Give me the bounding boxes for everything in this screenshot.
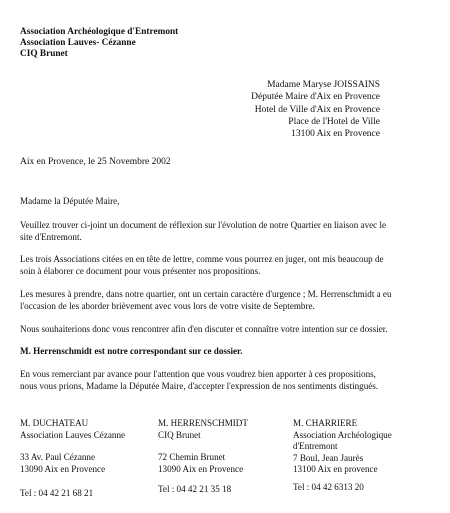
body-paragraph: Les mesures à prendre, dans notre quartier, ont un certain caractère d'urgence ; M. Herrenschmidt a eu l'occasion de les aborder brièvement avec vous lors de votre visite de Septembre.	[20, 288, 392, 311]
signatory-name: M. DUCHATEAU	[20, 418, 89, 428]
body-paragraph: Les trois Associations citées en en tête de lettre, comme vous pourrez en juger, ont mis beaucoup de soin à élaborer ce document pour vous présenter nos propositions.	[20, 254, 384, 277]
signatory-phone: Tel : 04 42 6313 20	[293, 482, 364, 492]
signatory-address: 13090 Aix en Provence	[158, 463, 244, 474]
letter-body	[20, 196, 392, 404]
signatory-organization: Association Lauves Cézanne	[20, 429, 126, 440]
signatory-address: 72 Chemin Brunet	[158, 452, 226, 463]
signatory-organization: d'Entremont	[293, 441, 338, 452]
signature-block-duchateau	[20, 418, 126, 498]
signatory-phone: Tel : 04 42 21 35 18	[158, 484, 232, 494]
correspondent-note: M. Herrenschmidt est notre correspondant sur ce dossier.	[20, 346, 243, 357]
recipient-address	[251, 79, 380, 140]
recipient-line: Place de l'Hotel de Ville	[288, 116, 380, 127]
signatory-address: 13100 Aix en provence	[293, 464, 378, 475]
recipient-line: Députée Maire d'Aix en Provence	[251, 92, 380, 103]
signature-block-charriere	[293, 418, 392, 492]
sender-associations	[20, 27, 178, 60]
recipient-line: Madame Maryse JOISSAINS	[267, 80, 380, 90]
signatory-address: 13090 Aix en Provence	[20, 463, 106, 474]
signatory-address: 33 Av. Paul Cézanne	[20, 452, 96, 463]
sender-line: Association Archéologique d'Entremont	[20, 27, 179, 37]
sender-line: CIQ Brunet	[20, 49, 68, 59]
salutation: Madame la Députée Maire,	[20, 196, 120, 206]
signatory-organization: CIQ Brunet	[158, 429, 201, 440]
signatory-organization: Association Archéologique	[293, 429, 392, 440]
date-line: Aix en Provence, le 25 Novembre 2002	[20, 157, 171, 167]
recipient-line: Hotel de Ville d'Aix en Provence	[254, 104, 380, 115]
closing-paragraph: En vous remerciant par avance pour l'attention que vous voudrez bien apporter à ces propositions, nous vous prions, Madame la Députée Maire, d'accepter l'expression de nos sentiments distingués.	[20, 369, 379, 391]
signatory-phone: Tel : 04 42 21 68 21	[20, 488, 94, 498]
signatory-name: M. HERRENSCHMIDT	[158, 418, 248, 428]
signatory-address: 7 Boul. Jean Jaurès	[293, 452, 364, 463]
recipient-line: 13100 Aix en Provence	[291, 129, 380, 140]
body-paragraph: Veuillez trouver ci-joint un document de réflexion sur l'évolution de notre Quartier en liaison avec le site d'Entremont.	[20, 219, 387, 242]
sender-line: Association Lauves- Cézanne	[20, 38, 136, 48]
signature-block-herrenschmidt	[158, 418, 248, 494]
body-paragraph: Nous souhaiterions donc vous rencontrer afin d'en discuter et connaître votre intention sur ce dossier.	[20, 323, 388, 334]
signatory-name: M. CHARRIERE	[293, 418, 358, 428]
